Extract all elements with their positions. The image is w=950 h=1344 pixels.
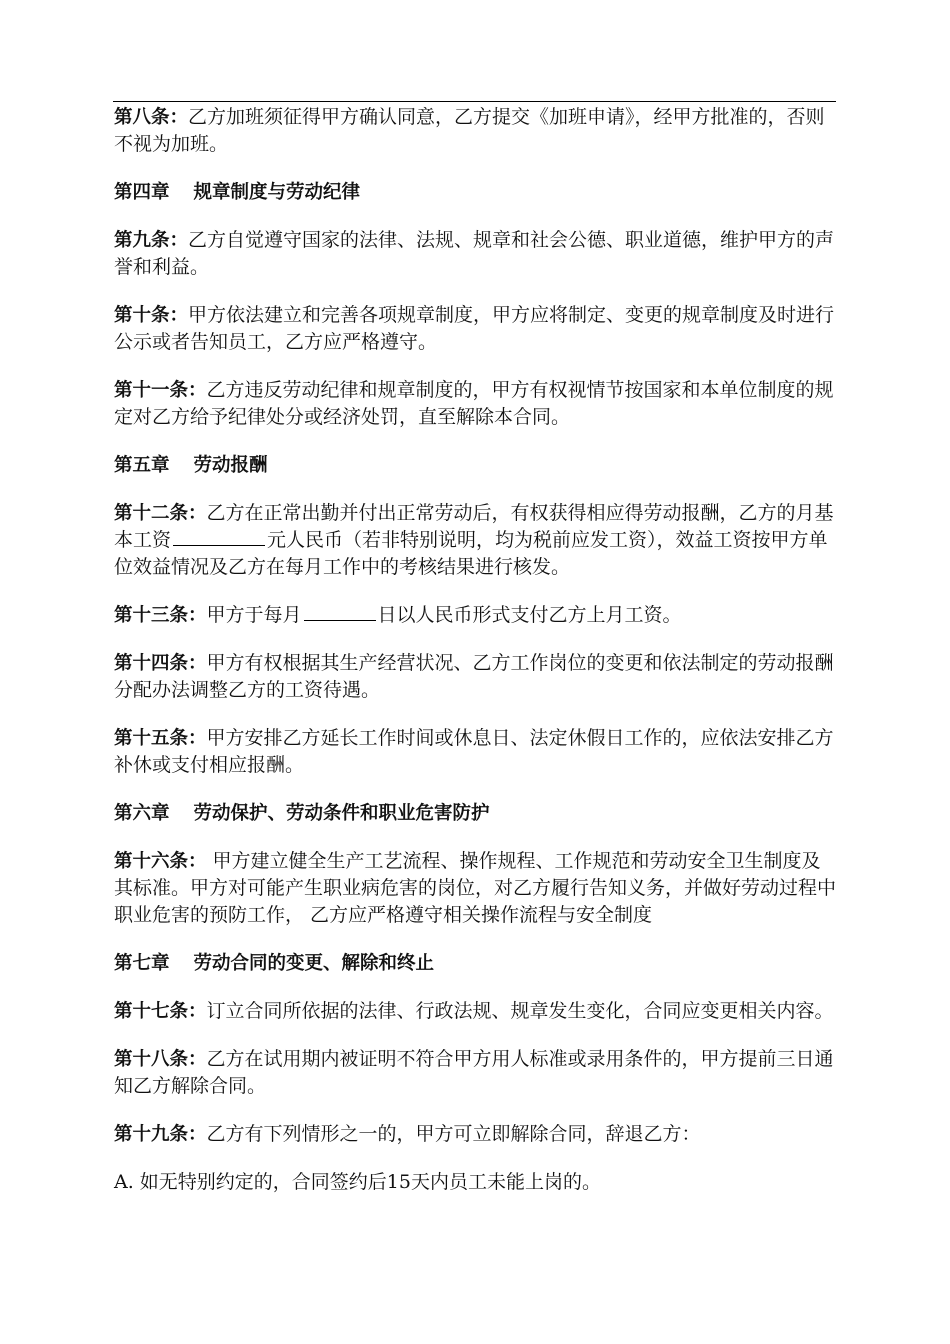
article-label: 第十九条： xyxy=(114,1124,207,1145)
article-17 xyxy=(114,998,838,1025)
article-text-after: 日以人民币形式支付乙方上月工资。 xyxy=(377,604,682,626)
article-text-after: 元人民币（若非特别说明，均为税前应发工资），效益工资按甲方单位效益情况及乙方在每月工作中的考核结果进行核发。 xyxy=(114,529,828,578)
article-label: 第十七条： xyxy=(114,1001,207,1022)
list-item-text: A. 如无特别约定的，合同签约后15天内员工未能上岗的。 xyxy=(114,1171,601,1193)
article-16 xyxy=(114,848,838,929)
payday-blank-field[interactable] xyxy=(304,602,376,621)
article-12 xyxy=(114,500,838,581)
article-9 xyxy=(114,227,838,281)
chapter-number: 第六章 xyxy=(114,803,170,824)
chapter-title: 劳动报酬 xyxy=(193,455,268,476)
article-label: 第九条： xyxy=(114,230,189,251)
article-text: 乙方自觉遵守国家的法律、法规、规章和社会公德、职业道德，维护甲方的声誉和利益。 xyxy=(114,229,835,278)
article-14 xyxy=(114,650,838,704)
article-text: 订立合同所依据的法律、行政法规、规章发生变化，合同应变更相关内容。 xyxy=(206,1000,834,1022)
article-label: 第十二条： xyxy=(114,503,207,524)
article-10 xyxy=(114,302,838,356)
article-text: 甲方依法建立和完善各项规章制度，甲方应将制定、变更的规章制度及时进行公示或者告知员工，乙方应严格遵守。 xyxy=(114,304,835,353)
article-text: 甲方有权根据其生产经营状况、乙方工作岗位的变更和依法制定的劳动报酬分配办法调整乙方的工资待遇。 xyxy=(114,652,834,701)
article-label: 第十六条： xyxy=(114,851,207,872)
chapter-title: 规章制度与劳动纪律 xyxy=(193,182,361,203)
article-15 xyxy=(114,725,838,779)
chapter-6-heading xyxy=(114,800,838,827)
chapter-4-heading xyxy=(114,179,838,206)
article-text-before: 甲方于每月 xyxy=(206,604,302,626)
article-8 xyxy=(114,104,838,158)
chapter-number: 第七章 xyxy=(114,953,170,974)
chapter-5-heading xyxy=(114,452,838,479)
article-text-before: 乙方在正常出勤并付出正常劳动后，有权获得相应得劳动报酬，乙方的月基本工资 xyxy=(114,502,834,551)
chapter-title: 劳动保护、劳动条件和职业危害防护 xyxy=(193,803,490,824)
article-text: 甲方建立健全生产工艺流程、操作规程、工作规范和劳动安全卫生制度及其标准。甲方对可能产生职业病危害的岗位，对乙方履行告知义务，并做好劳动过程中职业危害的预防工作， 乙方应严格遵守相关操作流程与安全制度 xyxy=(114,850,837,926)
article-text: 乙方加班须征得甲方确认同意，乙方提交《加班申请》，经甲方批准的，否则不视为加班。 xyxy=(114,106,825,155)
article-label: 第十五条： xyxy=(114,728,207,749)
chapter-title: 劳动合同的变更、解除和终止 xyxy=(193,953,435,974)
article-label: 第十条： xyxy=(114,305,189,326)
article-label: 第十三条： xyxy=(114,605,207,626)
chapter-number: 第五章 xyxy=(114,455,170,476)
list-item-a xyxy=(114,1169,838,1196)
contract-body xyxy=(114,104,838,1217)
article-label: 第十八条： xyxy=(114,1049,207,1070)
article-11 xyxy=(114,377,838,431)
article-text: 甲方安排乙方延长工作时间或休息日、法定休假日工作的，应依法安排乙方补休或支付相应报酬。 xyxy=(114,727,834,776)
header-rule xyxy=(113,101,836,102)
article-label: 第十四条： xyxy=(114,653,207,674)
article-label: 第八条： xyxy=(114,107,189,128)
article-label: 第十一条： xyxy=(114,380,207,401)
article-text: 乙方违反劳动纪律和规章制度的，甲方有权视情节按国家和本单位制度的规定对乙方给予纪律处分或经济处罚，直至解除本合同。 xyxy=(114,379,834,428)
article-19 xyxy=(114,1121,838,1148)
article-13 xyxy=(114,602,838,629)
chapter-number: 第四章 xyxy=(114,182,170,203)
chapter-7-heading xyxy=(114,950,838,977)
article-text: 乙方有下列情形之一的，甲方可立即解除合同，辞退乙方： xyxy=(206,1123,701,1145)
article-text: 乙方在试用期内被证明不符合甲方用人标准或录用条件的，甲方提前三日通知乙方解除合同。 xyxy=(114,1048,834,1097)
article-18 xyxy=(114,1046,838,1100)
salary-blank-field[interactable] xyxy=(173,527,265,546)
